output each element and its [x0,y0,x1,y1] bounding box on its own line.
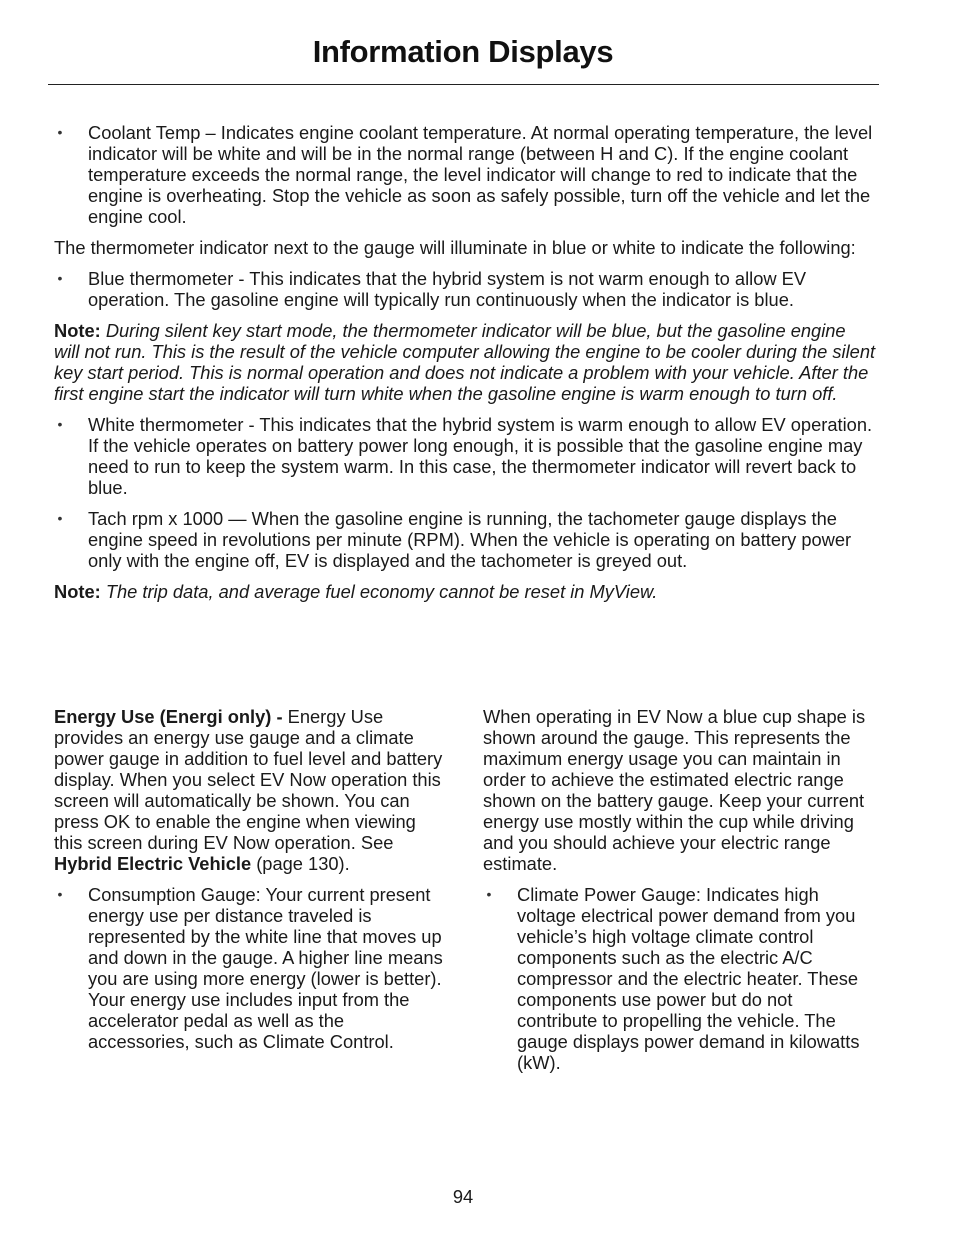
note-silent-key-start [54,320,876,404]
energy-use-text: Energy Use provides an energy use gauge and a climate power gauge in addition to fuel level and battery display. When you select EV Now operation this screen will automatically be shown. You can press OK to enable the engine when viewing this screen during EV Now operation. See [54,706,443,853]
bullet-icon: • [57,416,63,432]
blue-thermometer-text: Blue thermometer - This indicates that the hybrid system is not warm enough to allow EV operation. The gasoline engine will typically run continuously when the indicator is blue. [88,268,807,310]
climate-power-gauge-text: Climate Power Gauge: Indicates high voltage electrical power demand from you vehicle’s high voltage climate control components such as the electric A/C compressor and the electric heater. These components use power but do not contribute to propelling the vehicle. The gauge displays power demand in kilowatts (kW). [517,884,860,1073]
thermometer-intro-paragraph: The thermometer indicator next to the gauge will illuminate in blue or white to indicate the following: [54,237,856,258]
main-text-column [54,122,876,612]
coolant-temp-text: Coolant Temp – Indicates engine coolant temperature. At normal operating temperature, the level indicator will be white and will be in the normal range (between H and C). If the engine coolant temperature exceeds the normal range, the level indicator will change to red to indicate that the engine is overheating. Stop the vehicle as soon as safely possible, turn off the vehicle and let the engine cool. [88,122,873,227]
bullet-icon: • [57,510,63,526]
ev-now-paragraph: When operating in EV Now a blue cup shape is shown around the gauge. This represents the maximum energy usage you can maintain in order to achieve the estimated electric range shown on the battery gauge. Keep your current energy use mostly within the cup while driving and you should achieve your electric range estimate. [483,706,866,874]
list-item-blue-thermometer [54,268,876,310]
energy-use-paragraph [54,706,449,874]
title-divider [48,84,879,85]
hybrid-electric-vehicle-reference[interactable]: Hybrid Electric Vehicle [54,853,252,874]
tach-rpm-text: Tach rpm x 1000 — When the gasoline engine is running, the tachometer gauge displays the engine speed in revolutions per minute (RPM). When the vehicle is operating on battery power only with the engine off, EV is displayed and the tachometer is greyed out. [88,508,852,571]
list-item-coolant-temp [54,122,876,227]
left-column [54,706,449,1062]
bullet-icon: • [57,886,63,902]
consumption-gauge-text: Consumption Gauge: Your current present energy use per distance traveled is represented by the white line that moves up and down in the gauge. A higher line means you are using more energy (lower is better). Your energy use includes input from the accelerator pedal as well as the accessories, such as Climate Control. [88,884,443,1052]
list-item-white-thermometer [54,414,876,498]
white-thermometer-text: White thermometer - This indicates that the hybrid system is warm enough to allow EV operation. If the vehicle operates on battery power long enough, it is possible that the gasoline engine may need to run to keep the system warm. In this case, the thermometer indicator will revert back to blue. [88,414,873,498]
list-item-consumption-gauge [54,884,449,1052]
note-text: During silent key start mode, the thermometer indicator will be blue, but the gasoline engine will not run. This is the result of the vehicle computer allowing the engine to be cooler during the silent key start period. This is normal operation and does not indicate a problem with your vehicle. After the first engine start the indicator will turn white when the gasoline engine is warm enough to turn off. [54,320,876,404]
bullet-icon: • [57,124,63,140]
list-item-tach-rpm [54,508,876,571]
bullet-icon: • [57,270,63,286]
right-column [483,706,877,1083]
energy-use-heading: Energy Use (Energi only) - [54,706,283,727]
note-text: The trip data, and average fuel economy cannot be reset in MyView. [105,581,658,602]
note-label: Note: [54,320,101,341]
note-label: Note: [54,581,101,602]
list-item-climate-power-gauge [483,884,877,1073]
page-number: 94 [452,1186,474,1207]
bullet-icon: • [486,886,492,902]
note-trip-data [54,581,876,602]
page-title: Information Displays [312,34,614,69]
page-reference: (page 130). [256,853,350,874]
